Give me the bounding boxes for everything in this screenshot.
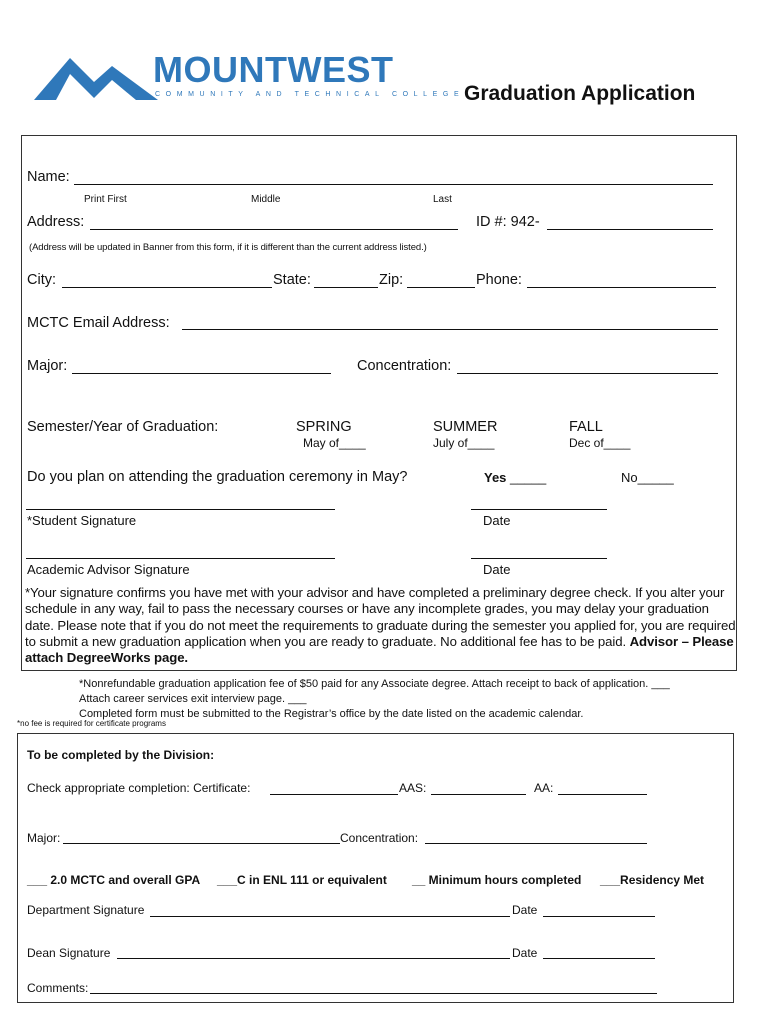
phone-label: Phone: xyxy=(476,272,522,288)
career-note: Attach career services exit interview page. ___ xyxy=(79,693,307,705)
logo-tagline: COMMUNITY AND TECHNICAL COLLEGE xyxy=(155,91,465,98)
semester-label: Semester/Year of Graduation: xyxy=(27,419,219,435)
student-date-label: Date xyxy=(483,513,511,528)
cert-note: *no fee is required for certificate programs xyxy=(17,719,166,728)
mountwest-logo-mark xyxy=(32,52,160,102)
submit-note: Completed form must be submitted to the Registrar’s office by the date listed on the academic calendar. xyxy=(79,708,584,720)
comments-input[interactable] xyxy=(90,993,657,994)
concentration-label: Concentration: xyxy=(357,358,452,374)
major-input[interactable] xyxy=(72,373,331,374)
division-concentration-label: Concentration: xyxy=(340,831,419,845)
name-input[interactable] xyxy=(74,184,713,185)
division-major-input[interactable] xyxy=(63,843,340,844)
address-input[interactable] xyxy=(90,229,458,230)
aas-input[interactable] xyxy=(431,794,526,795)
residency-checklist-item[interactable]: ___Residency Met xyxy=(600,873,705,887)
state-label: State: xyxy=(273,272,311,288)
name-sub-first: Print First xyxy=(84,194,127,205)
zip-label: Zip: xyxy=(379,272,404,288)
email-label: MCTC Email Address: xyxy=(27,315,170,331)
dept-date-input[interactable] xyxy=(543,916,655,917)
summer-year[interactable]: July of____ xyxy=(433,436,495,450)
dean-signature-label: Dean Signature xyxy=(27,946,111,960)
email-input[interactable] xyxy=(182,329,718,330)
division-concentration-input[interactable] xyxy=(425,843,647,844)
advisor-signature-label: Academic Advisor Signature xyxy=(27,562,190,577)
dean-signature-input[interactable] xyxy=(117,958,510,959)
dean-date-label: Date xyxy=(512,946,538,960)
name-label: Name: xyxy=(27,169,70,185)
aas-label: AAS: xyxy=(399,781,427,795)
yes-blank: _____ xyxy=(506,470,547,485)
address-label: Address: xyxy=(27,214,85,230)
fall-option[interactable]: FALL xyxy=(569,419,603,435)
hours-checklist-item[interactable]: __ Minimum hours completed xyxy=(412,873,582,887)
name-sub-last: Last xyxy=(433,194,452,205)
zip-input[interactable] xyxy=(407,287,475,288)
city-input[interactable] xyxy=(62,287,272,288)
completion-label: Check appropriate completion: Certificate: xyxy=(27,781,251,795)
aa-input[interactable] xyxy=(558,794,647,795)
logo-name: MOUNTWEST xyxy=(153,49,394,90)
advisor-signature-input[interactable] xyxy=(26,558,335,559)
phone-input[interactable] xyxy=(527,287,716,288)
dept-date-label: Date xyxy=(512,903,538,917)
page-title: Graduation Application xyxy=(464,82,696,105)
spring-option[interactable]: SPRING xyxy=(296,419,352,435)
state-input[interactable] xyxy=(314,287,378,288)
student-signature-input[interactable] xyxy=(26,509,335,510)
spring-year[interactable]: May of____ xyxy=(303,436,366,450)
name-sub-middle: Middle xyxy=(251,194,281,205)
comments-label: Comments: xyxy=(27,981,89,995)
student-signature-label: *Student Signature xyxy=(27,513,137,528)
confirmation-body: *Your signature confirms you have met with your advisor and have completed a preliminary degree check. If you alter your schedule in any way, fail to pass the necessary courses or have any incomplete grades, you may delay your graduation date. Please note that if you do not meet the requirements to graduate during the semester you applied for, you are required to submit a new graduation application when you are ready to graduate. No additional fee has to be paid. xyxy=(25,585,736,649)
fall-year[interactable]: Dec of____ xyxy=(569,436,631,450)
no-option[interactable]: No_____ xyxy=(621,470,674,485)
fee-note: *Nonrefundable graduation application fee of $50 paid for any Associate degree. Attach receipt to back of application. ___ xyxy=(79,678,670,690)
dept-signature-label: Department Signature xyxy=(27,903,145,917)
confirmation-advisor-note: Advisor – Please attach DegreeWorks page. xyxy=(25,633,734,666)
address-note: (Address will be updated in Banner from this form, if it is different than the current address listed.) xyxy=(29,242,427,253)
division-section-box xyxy=(17,733,734,1003)
dean-date-input[interactable] xyxy=(543,958,655,959)
division-heading: To be completed by the Division: xyxy=(27,748,215,762)
advisor-date-input[interactable] xyxy=(471,558,607,559)
student-date-input[interactable] xyxy=(471,509,607,510)
id-label: ID #: 942- xyxy=(476,214,540,230)
aa-label: AA: xyxy=(534,781,554,795)
advisor-date-label: Date xyxy=(483,562,511,577)
yes-option[interactable] xyxy=(484,470,546,485)
id-input[interactable] xyxy=(547,229,713,230)
summer-option[interactable]: SUMMER xyxy=(433,419,498,435)
dept-signature-input[interactable] xyxy=(150,916,510,917)
signature-confirmation-text xyxy=(25,585,737,666)
major-label: Major: xyxy=(27,358,68,374)
gpa-checklist-item[interactable]: ___ 2.0 MCTC and overall GPA xyxy=(27,873,201,887)
division-major-label: Major: xyxy=(27,831,61,845)
ceremony-question: Do you plan on attending the graduation ceremony in May? xyxy=(27,469,408,485)
concentration-input[interactable] xyxy=(457,373,718,374)
city-label: City: xyxy=(27,272,56,288)
yes-label: Yes xyxy=(484,470,507,485)
enl-checklist-item[interactable]: ___C in ENL 111 or equivalent xyxy=(217,873,387,887)
certificate-input[interactable] xyxy=(270,794,398,795)
